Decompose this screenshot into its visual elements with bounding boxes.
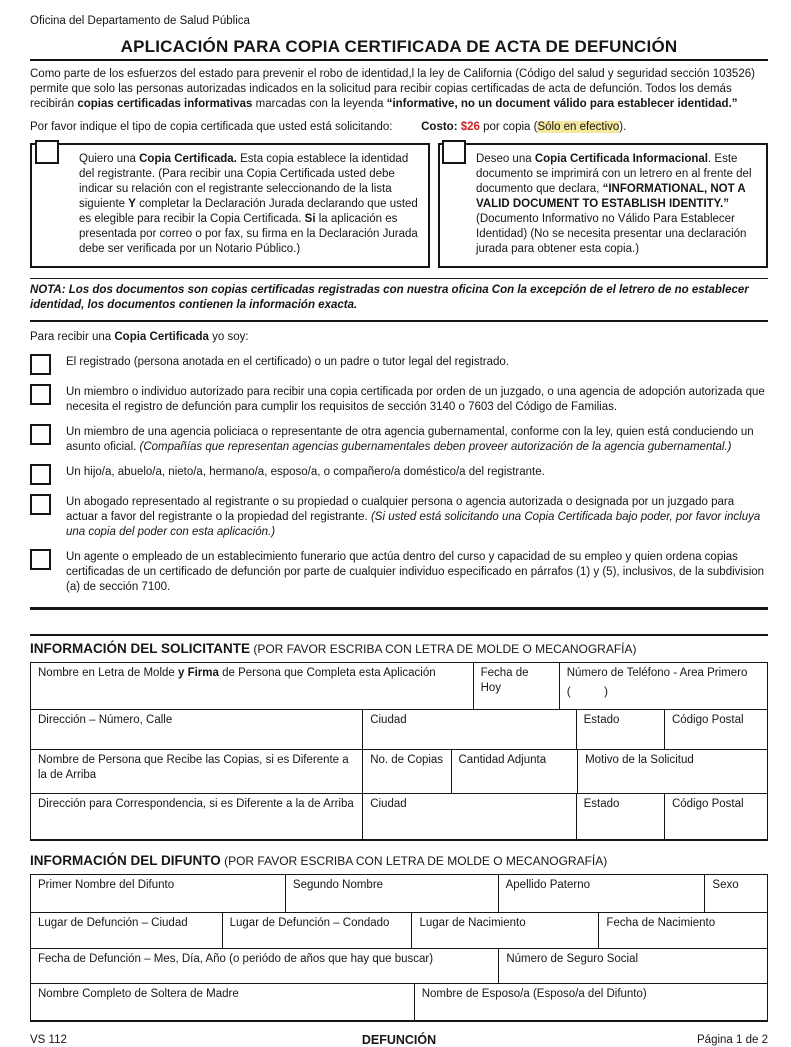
text-segment: Dirección – Número, Calle xyxy=(38,714,173,726)
relationship-option-text xyxy=(66,464,545,480)
text-segment: Un miembro o individuo autorizado para recibir una copia certificada por orden de un juzgado, o una agencia de adopción autorizada que necesita el registro de defunción para cumplir los requisitos de sección 3140 o 7603 del Código de Familias. xyxy=(66,386,765,413)
relationship-checkbox-1[interactable] xyxy=(30,354,51,375)
text-segment: ). xyxy=(619,121,627,133)
field-label xyxy=(584,713,657,728)
field-label xyxy=(38,987,407,1002)
form-field-cell[interactable] xyxy=(576,710,664,749)
field-label xyxy=(672,713,760,728)
text-segment: Fecha de Defunción – Mes, Día, Año (o periódo de años que hay que buscar) xyxy=(38,953,434,965)
table-row xyxy=(31,793,767,839)
deceased-heading-title: INFORMACIÓN DEL DIFUNTO xyxy=(30,853,221,868)
table-row xyxy=(31,709,767,749)
request-type-line xyxy=(30,120,768,135)
form-field-cell[interactable] xyxy=(31,750,362,793)
field-label xyxy=(506,952,760,967)
text-segment: (Compañías que representan agencias gubernamentales deben proveer autorización de la agencia gubernamental.) xyxy=(139,441,732,453)
form-field-cell[interactable] xyxy=(473,663,559,709)
text-segment: Dirección para Correspondencia, si es Diferente a la de Arriba xyxy=(38,798,354,810)
field-label xyxy=(419,916,591,931)
field-label xyxy=(38,797,355,812)
page-indicator: Página 1 de 2 xyxy=(697,1034,768,1046)
text-segment: Copia Certificada Informacional xyxy=(534,153,709,165)
agency-name: Oficina del Departamento de Salud Pública xyxy=(30,15,250,27)
text-segment: Estado xyxy=(583,714,620,726)
field-label xyxy=(459,753,571,768)
text-segment: Código Postal xyxy=(671,714,744,726)
form-number: VS 112 xyxy=(30,1034,67,1046)
field-label xyxy=(481,666,552,695)
field-label xyxy=(38,878,278,893)
form-field-cell[interactable] xyxy=(362,750,450,793)
table-row xyxy=(31,948,767,983)
text-segment: Número de Teléfono - Area Primero xyxy=(566,667,748,679)
applicant-heading-title: INFORMACIÓN DEL SOLICITANTE xyxy=(30,641,250,656)
relationship-checkbox-3[interactable] xyxy=(30,424,51,445)
text-segment: Nombre de Persona que Recibe las Copias, si es Diferente a la de Arriba xyxy=(38,754,349,781)
text-segment: Copia Certificada. xyxy=(139,153,237,165)
text-segment: Lugar de Nacimiento xyxy=(419,917,526,929)
text-segment: Como parte de los esfuerzos del estado para prevenir el robo de identidad,l la ley de California (Código del salud y seguridad sección 103526) permite que solo las personas autorizadas indicados en la solicitud para recibir copias certificadas de acta de defunción. Todos los demás recibirán xyxy=(30,68,755,110)
field-label xyxy=(38,666,466,681)
intro-paragraph xyxy=(30,67,768,112)
text-segment: Copia Certificada xyxy=(114,331,209,343)
text-segment: Lugar de Defunción – Condado xyxy=(229,917,390,929)
text-segment: . Este documento se imprimirá con un letrero en al frente del documento que declara, xyxy=(476,153,752,195)
certified-copy-checkbox[interactable] xyxy=(35,140,59,164)
text-segment: Ciudad xyxy=(370,798,407,810)
field-label xyxy=(370,797,568,812)
page-title: APLICACIÓN PARA COPIA CERTIFICADA DE ACTA DE DEFUNCIÓN xyxy=(120,37,678,56)
informational-copy-text xyxy=(476,152,758,257)
form-field-cell[interactable] xyxy=(704,875,767,912)
relationship-option-text xyxy=(66,424,768,455)
field-label xyxy=(38,753,355,782)
relationship-options-list xyxy=(30,354,768,595)
nota-text: NOTA: Los dos documentos son copias certificadas registradas con nuestra oficina Con la excepción de el letrero de no establecer identidad, los documentos contienen la información exacta. xyxy=(30,278,768,322)
text-segment: Deseo una xyxy=(476,153,535,165)
page-footer xyxy=(30,1033,768,1047)
text-segment: Nombre en Letra de Molde xyxy=(38,667,178,679)
text-segment: “informative, no un document válido para establecer identidad.” xyxy=(386,98,738,110)
text-segment: Estado xyxy=(583,798,620,810)
field-label xyxy=(230,916,405,931)
form-field-cell[interactable] xyxy=(31,663,473,709)
informational-copy-checkbox[interactable] xyxy=(442,140,466,164)
text-segment: Quiero una xyxy=(79,153,140,165)
relationship-option-text xyxy=(66,494,768,540)
form-field-cell[interactable] xyxy=(411,913,598,948)
text-segment: Un abogado representado al registrante o su propiedad o cualquier persona o agencia autorizada o designada por un juzgado para actuar a favor del registrante o la propiedad del registrante. xyxy=(66,496,735,523)
relationship-option-6 xyxy=(30,549,768,595)
field-label xyxy=(38,713,355,728)
field-label xyxy=(584,797,657,812)
relationship-option-text xyxy=(66,549,768,595)
text-segment: Sólo en efectivo xyxy=(537,121,620,133)
text-segment: No. de Copias xyxy=(370,754,444,766)
text-segment: Lugar de Defunción – Ciudad xyxy=(38,917,188,929)
form-field-cell[interactable] xyxy=(451,750,578,793)
field-label xyxy=(370,713,568,728)
form-field-cell[interactable] xyxy=(498,949,767,983)
text-segment: de Persona que Completa esta Aplicación xyxy=(218,667,436,679)
text-segment: copias certificadas informativas xyxy=(77,98,253,110)
copy-type-options xyxy=(30,143,768,268)
relationship-option-1 xyxy=(30,354,768,375)
form-field-cell[interactable] xyxy=(362,710,575,749)
field-label xyxy=(38,952,491,967)
relationship-option-2 xyxy=(30,384,768,415)
form-field-cell[interactable] xyxy=(31,710,362,749)
relationship-intro xyxy=(30,330,768,345)
applicant-heading-note: (POR FAVOR ESCRIBA CON LETRA DE MOLDE O MECANOGRAFÍA) xyxy=(250,642,637,656)
cost-text xyxy=(421,120,626,135)
certified-copy-text xyxy=(79,152,420,257)
table-row xyxy=(31,875,767,912)
relationship-checkbox-5[interactable] xyxy=(30,494,51,515)
form-field-cell[interactable] xyxy=(577,750,767,793)
text-segment: Costo: xyxy=(421,121,461,133)
text-segment: y Firma xyxy=(178,667,219,679)
form-field-cell[interactable] xyxy=(31,913,222,948)
certified-copy-option-box xyxy=(30,143,430,268)
form-field-cell[interactable] xyxy=(559,663,767,709)
text-segment: Nombre de Esposo/a (Esposo/a del Difunto) xyxy=(421,988,647,1000)
form-field-cell[interactable] xyxy=(285,875,498,912)
form-field-cell[interactable] xyxy=(31,949,498,983)
table-row xyxy=(31,749,767,793)
form-field-cell[interactable] xyxy=(664,794,767,839)
request-instruction xyxy=(30,120,421,135)
table-row xyxy=(31,983,767,1020)
relationship-checkbox-6[interactable] xyxy=(30,549,51,570)
deceased-table xyxy=(30,874,768,1022)
field-label xyxy=(370,753,443,768)
text-segment: Ciudad xyxy=(370,714,407,726)
text-segment: yo soy: xyxy=(208,331,249,343)
applicant-section-heading xyxy=(30,636,768,662)
form-field-cell[interactable] xyxy=(498,875,705,912)
relationship-option-text xyxy=(66,384,768,415)
table-row xyxy=(31,663,767,709)
text-segment: completar la Declaración Jurada declarando que usted es elegible para recibir la Copia Certificada. xyxy=(79,198,418,225)
table-row xyxy=(31,912,767,948)
text-segment: por copia ( xyxy=(479,121,538,133)
text-segment: Y xyxy=(128,198,136,210)
text-segment: Un miembro de una agencia policiaca o representante de otra agencia gubernamental, conforme con la ley, quien está conduciendo un asunto oficial. xyxy=(66,426,754,453)
text-segment: Fecha de Hoy xyxy=(480,667,529,694)
relationship-checkbox-4[interactable] xyxy=(30,464,51,485)
text-segment: “INFORMATIONAL, NOT A VALID DOCUMENT TO ESTABLISH IDENTITY.” xyxy=(476,183,746,210)
text-segment: Por favor indique el tipo de copia certificada que usted está solicitando: xyxy=(30,121,393,133)
informational-copy-option-box xyxy=(438,143,768,268)
form-field-cell[interactable] xyxy=(414,984,767,1020)
footer-record-type: DEFUNCIÓN xyxy=(361,1033,437,1047)
field-label xyxy=(567,666,760,681)
form-field-cell[interactable] xyxy=(598,913,767,948)
field-label xyxy=(712,878,760,893)
text-segment: Fecha de Nacimiento xyxy=(606,917,716,929)
relationship-option-text xyxy=(66,354,509,370)
field-label xyxy=(422,987,760,1002)
field-label xyxy=(606,916,760,931)
text-segment: Código Postal xyxy=(671,798,744,810)
field-label xyxy=(506,878,698,893)
text-segment: Primer Nombre del Difunto xyxy=(38,879,175,891)
title-divider xyxy=(30,59,768,61)
text-segment: Un hijo/a, abuelo/a, nieto/a, hermano/a, esposo/a, o compañero/a doméstico/a del registrante. xyxy=(66,466,545,478)
deceased-heading-note: (POR FAVOR ESCRIBA CON LETRA DE MOLDE O MECANOGRAFÍA) xyxy=(220,854,608,868)
form-field-cell[interactable] xyxy=(362,794,575,839)
relationship-checkbox-2[interactable] xyxy=(30,384,51,405)
text-segment: Apellido Paterno xyxy=(505,879,591,891)
text-segment: Segundo Nombre xyxy=(292,879,384,891)
section-gap xyxy=(30,610,768,632)
field-label xyxy=(293,878,491,893)
text-segment: Un agente o empleado de un establecimiento funerario que actúa dentro del curso y capacidad de su empleo y quien ordena copias certificadas de un certificado de defunción por parte de cualquier individuo especificado en párrafos (1) y (5), inclusivos, de la subdivision (a) de sección 7100. xyxy=(66,551,765,593)
field-label xyxy=(672,797,760,812)
form-field-cell[interactable] xyxy=(31,794,362,839)
deceased-section-heading xyxy=(30,848,768,874)
field-label xyxy=(38,916,215,931)
text-segment: la aplicación es presentada por correo o por fax, su firma en la Declaración Jurada debe ser verificada por un Notario Público.) xyxy=(79,213,418,255)
form-field-cell[interactable] xyxy=(31,984,414,1020)
form-field-cell[interactable] xyxy=(222,913,412,948)
relationship-option-3 xyxy=(30,424,768,455)
text-segment: Si xyxy=(304,213,316,225)
text-segment: (Si usted está solicitando una Copia Certificada bajo poder, por favor incluya una copia del poder con esta aplicación.) xyxy=(66,511,761,538)
relationship-option-5 xyxy=(30,494,768,540)
applicant-table xyxy=(30,662,768,841)
text-segment: El registrado (persona anotada en el certificado) o un padre o tutor legal del registrado. xyxy=(66,356,510,368)
phone-area-parens: ( ) xyxy=(566,683,609,698)
relationship-option-4 xyxy=(30,464,768,485)
form-field-cell[interactable] xyxy=(576,794,664,839)
text-segment: Sexo xyxy=(712,879,739,891)
text-segment: (Documento Informativo no Válido Para Establecer Identidad) (No se necesita presentar una declaración jurada para obtener esta copia.) xyxy=(476,213,747,255)
text-segment: Esta copia establece la identidad del registrante. (Para recibir una Copia Certificada usted debe indicar su relación con el registrante seleccionando de la lista siguiente xyxy=(79,153,409,210)
form-field-cell[interactable] xyxy=(664,710,767,749)
text-segment: Cantidad Adjunta xyxy=(458,754,547,766)
form-field-cell[interactable] xyxy=(31,875,285,912)
field-label xyxy=(585,753,760,768)
text-segment: Motivo de la Solicitud xyxy=(585,754,694,766)
text-segment: marcadas con la leyenda xyxy=(252,98,387,110)
text-segment: Número de Seguro Social xyxy=(506,953,639,965)
text-segment: Nombre Completo de Soltera de Madre xyxy=(38,988,239,1000)
text-segment: Para recibir una xyxy=(30,331,115,343)
text-segment: $26 xyxy=(460,121,480,133)
